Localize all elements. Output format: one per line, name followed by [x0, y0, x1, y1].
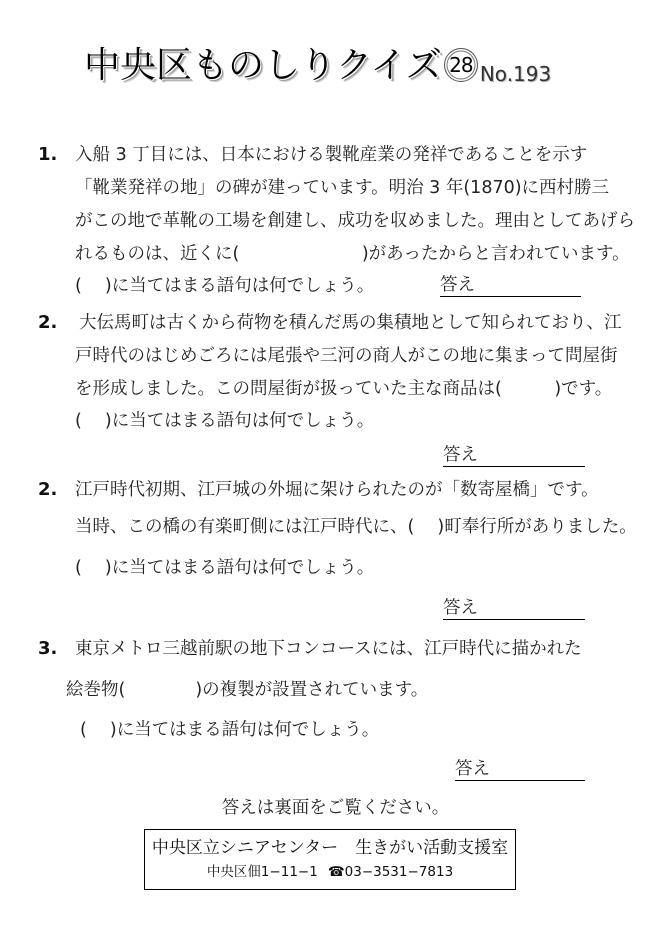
question-number: 3.	[38, 638, 58, 659]
question-prompt: ( )に当てはまる語句は何でしょう。	[75, 276, 375, 296]
answer-field[interactable]: 答え	[443, 597, 585, 620]
question-text-line: 東京メトロ三越前駅の地下コンコースには、江戸時代に描かれた	[75, 639, 582, 659]
phone-icon: ☎	[327, 864, 345, 880]
answer-field[interactable]: 答え	[443, 444, 585, 467]
question-prompt: ( )に当てはまる語句は何でしょう。	[80, 720, 380, 740]
question-text-line: 当時、この橋の有楽町側には江戸時代に、( )町奉行所がありました。	[75, 517, 637, 537]
organization-name: 中央区立シニアセンター 生きがい活動支援室	[151, 838, 509, 858]
contact-line	[145, 863, 515, 881]
question-text-line: 「靴業発祥の地」の碑が建っています。明治 3 年(1870)に西村勝三	[75, 178, 610, 198]
question-text-line: 大伝馬町は古くから荷物を積んだ馬の集積地として知られており、江	[79, 313, 622, 333]
issue-number: No.193	[479, 62, 552, 86]
question-number: 2.	[38, 479, 58, 500]
question-text-line: 戸時代のはじめごろには尾張や三河の商人がこの地に集まって問屋街	[75, 346, 618, 366]
question-number: 1.	[38, 144, 58, 165]
phone-number: 03−3531−7813	[344, 864, 454, 880]
question-text-line: れるものは、近くに( )があったからと言われています。	[75, 244, 630, 264]
question-number: 2.	[38, 312, 58, 333]
page-header	[84, 44, 551, 88]
question-text-line: 江戸時代初期、江戸城の外堀に架けられたのが「数寄屋橋」です。	[75, 480, 599, 500]
volume-badge: 28	[444, 48, 478, 82]
footer-note: 答えは裏面をご覧ください。	[221, 798, 450, 818]
page-title: 中央区ものしりクイズ	[84, 45, 442, 86]
question-text-line: 絵巻物( )の複製が設置されています。	[66, 680, 429, 700]
answer-field[interactable]: 答え	[455, 758, 585, 781]
question-prompt: ( )に当てはまる語句は何でしょう。	[75, 558, 375, 578]
address: 中央区佃1−11−1	[206, 864, 318, 880]
question-text-line: 入船 3 丁目には、日本における製靴産業の発祥であることを示す	[75, 145, 588, 165]
question-prompt: ( )に当てはまる語句は何でしょう。	[75, 411, 375, 431]
question-text-line: を形成しました。この問屋街が扱っていた主な商品は( )です。	[75, 379, 613, 399]
contact-box	[144, 829, 516, 890]
question-text-line: がこの地で革靴の工場を創建し、成功を収めました。理由としてあげら	[75, 211, 635, 231]
answer-field[interactable]: 答え	[440, 274, 581, 297]
